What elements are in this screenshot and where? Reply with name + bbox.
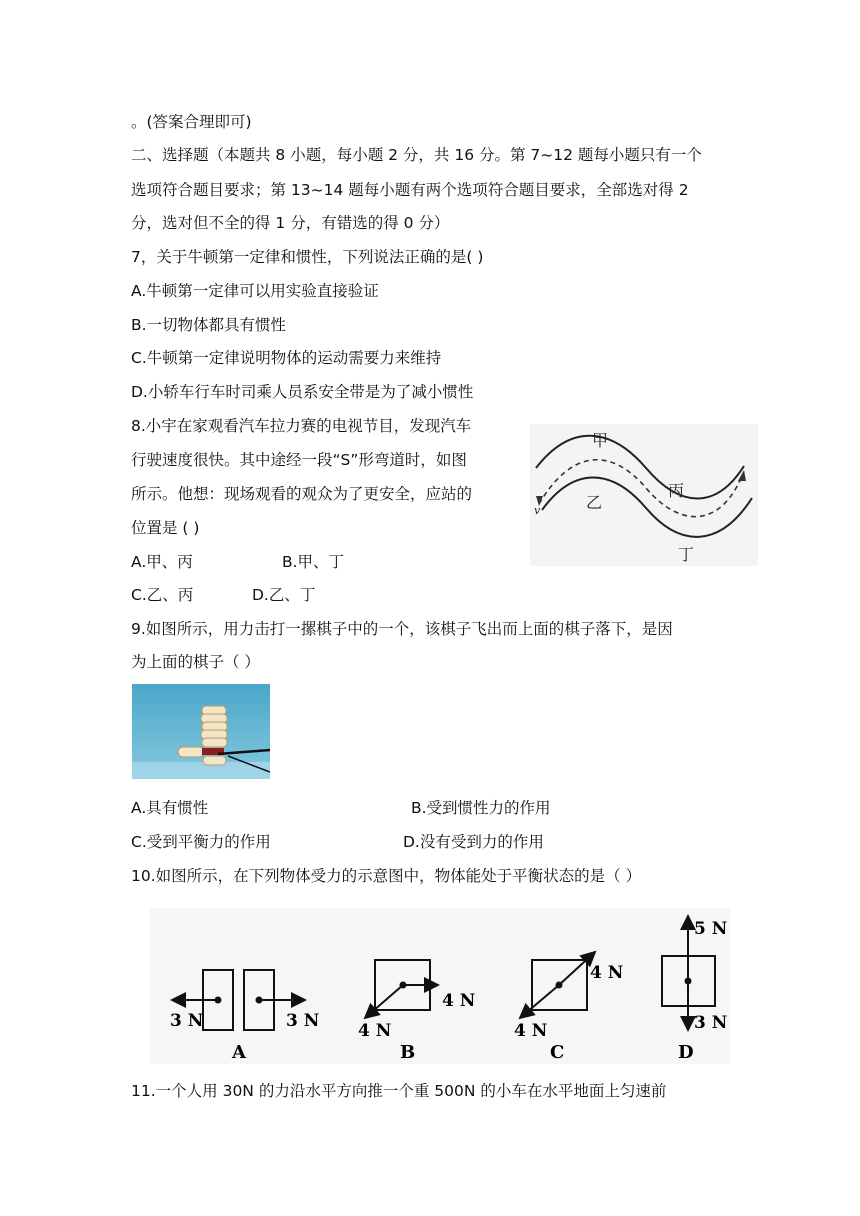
answer-note: 。(答案合理即可) (131, 113, 252, 131)
q7-stem: 7，关于牛顿第一定律和惯性，下列说法正确的是( ) (131, 248, 484, 266)
q9-option-b: B.受到惯性力的作用 (411, 799, 551, 817)
label-yi: 乙 (586, 493, 603, 512)
q9-option-d: D.没有受到力的作用 (403, 833, 544, 851)
section-heading-line-2: 选项符合题目要求；第 13~14 题每小题有两个选项符合题目要求，全部选对得 2 (131, 181, 689, 199)
q8-option-b: B.甲、丁 (282, 553, 345, 571)
q9-stem-line-2: 为上面的棋子（ ） (131, 653, 260, 671)
label-jia: 甲 (592, 431, 609, 450)
diagram-a-label: A (232, 1042, 246, 1063)
q8-stem-line-3: 所示。他想：现场观看的观众为了更安全，应站的 (131, 485, 473, 503)
q7-option-c: C.牛顿第一定律说明物体的运动需要力来维持 (131, 349, 442, 367)
diagram-d-label: D (678, 1042, 694, 1063)
q9-stem-line-1: 9.如图所示，用力击打一摞棋子中的一个，该棋子飞出而上面的棋子落下，是因 (131, 620, 673, 638)
force-d-up-label: 5 N (694, 919, 728, 939)
q9-option-c: C.受到平衡力的作用 (131, 833, 271, 851)
force-d-down-label: 3 N (694, 1013, 728, 1033)
q8-stem-line-1: 8.小宇在家观看汽车拉力赛的电视节目，发现汽车 (131, 417, 472, 435)
q8-option-c: C.乙、丙 (131, 586, 194, 604)
q9-option-a: A.具有惯性 (131, 799, 209, 817)
force-c-lower-label: 4 N (514, 1021, 548, 1041)
s-curve-road-figure (530, 424, 758, 566)
label-ding: 丁 (678, 545, 695, 564)
q8-option-a: A.甲、丙 (131, 553, 193, 571)
diagram-b-label: B (400, 1042, 416, 1063)
force-a-left-label: 3 N (170, 1011, 204, 1031)
q11-stem: 11.一个人用 30N 的力沿水平方向推一个重 500N 的小车在水平地面上匀速前 (131, 1082, 667, 1100)
q7-option-b: B.一切物体都具有惯性 (131, 316, 287, 334)
q8-option-d: D.乙、丁 (252, 586, 316, 604)
force-b-left-label: 4 N (358, 1021, 392, 1041)
force-diagrams-figure (150, 908, 730, 1064)
force-a-right-label: 3 N (286, 1011, 320, 1031)
section-heading-line-3: 分，选对但不全的得 1 分，有错选的得 0 分） (131, 214, 450, 232)
q8-stem-line-4: 位置是 ( ) (131, 519, 200, 537)
section-heading-line-1: 二、选择题（本题共 8 小题，每小题 2 分，共 16 分。第 7~12 题每小题只有一个 (131, 146, 702, 164)
label-bing: 丙 (668, 481, 685, 500)
q8-stem-line-2: 行驶速度很快。其中途经一段“S”形弯道时，如图 (131, 451, 467, 469)
chess-stack-photo (132, 684, 270, 779)
diagram-c-label: C (550, 1042, 565, 1063)
force-c-upper-label: 4 N (590, 963, 624, 983)
q10-stem: 10.如图所示，在下列物体受力的示意图中，物体能处于平衡状态的是（ ） (131, 867, 642, 885)
q7-option-a: A.牛顿第一定律可以用实验直接验证 (131, 282, 379, 300)
label-v: v (534, 504, 541, 517)
q7-option-d: D.小轿车行车时司乘人员系安全带是为了减小惯性 (131, 383, 474, 401)
force-b-right-label: 4 N (442, 991, 476, 1011)
